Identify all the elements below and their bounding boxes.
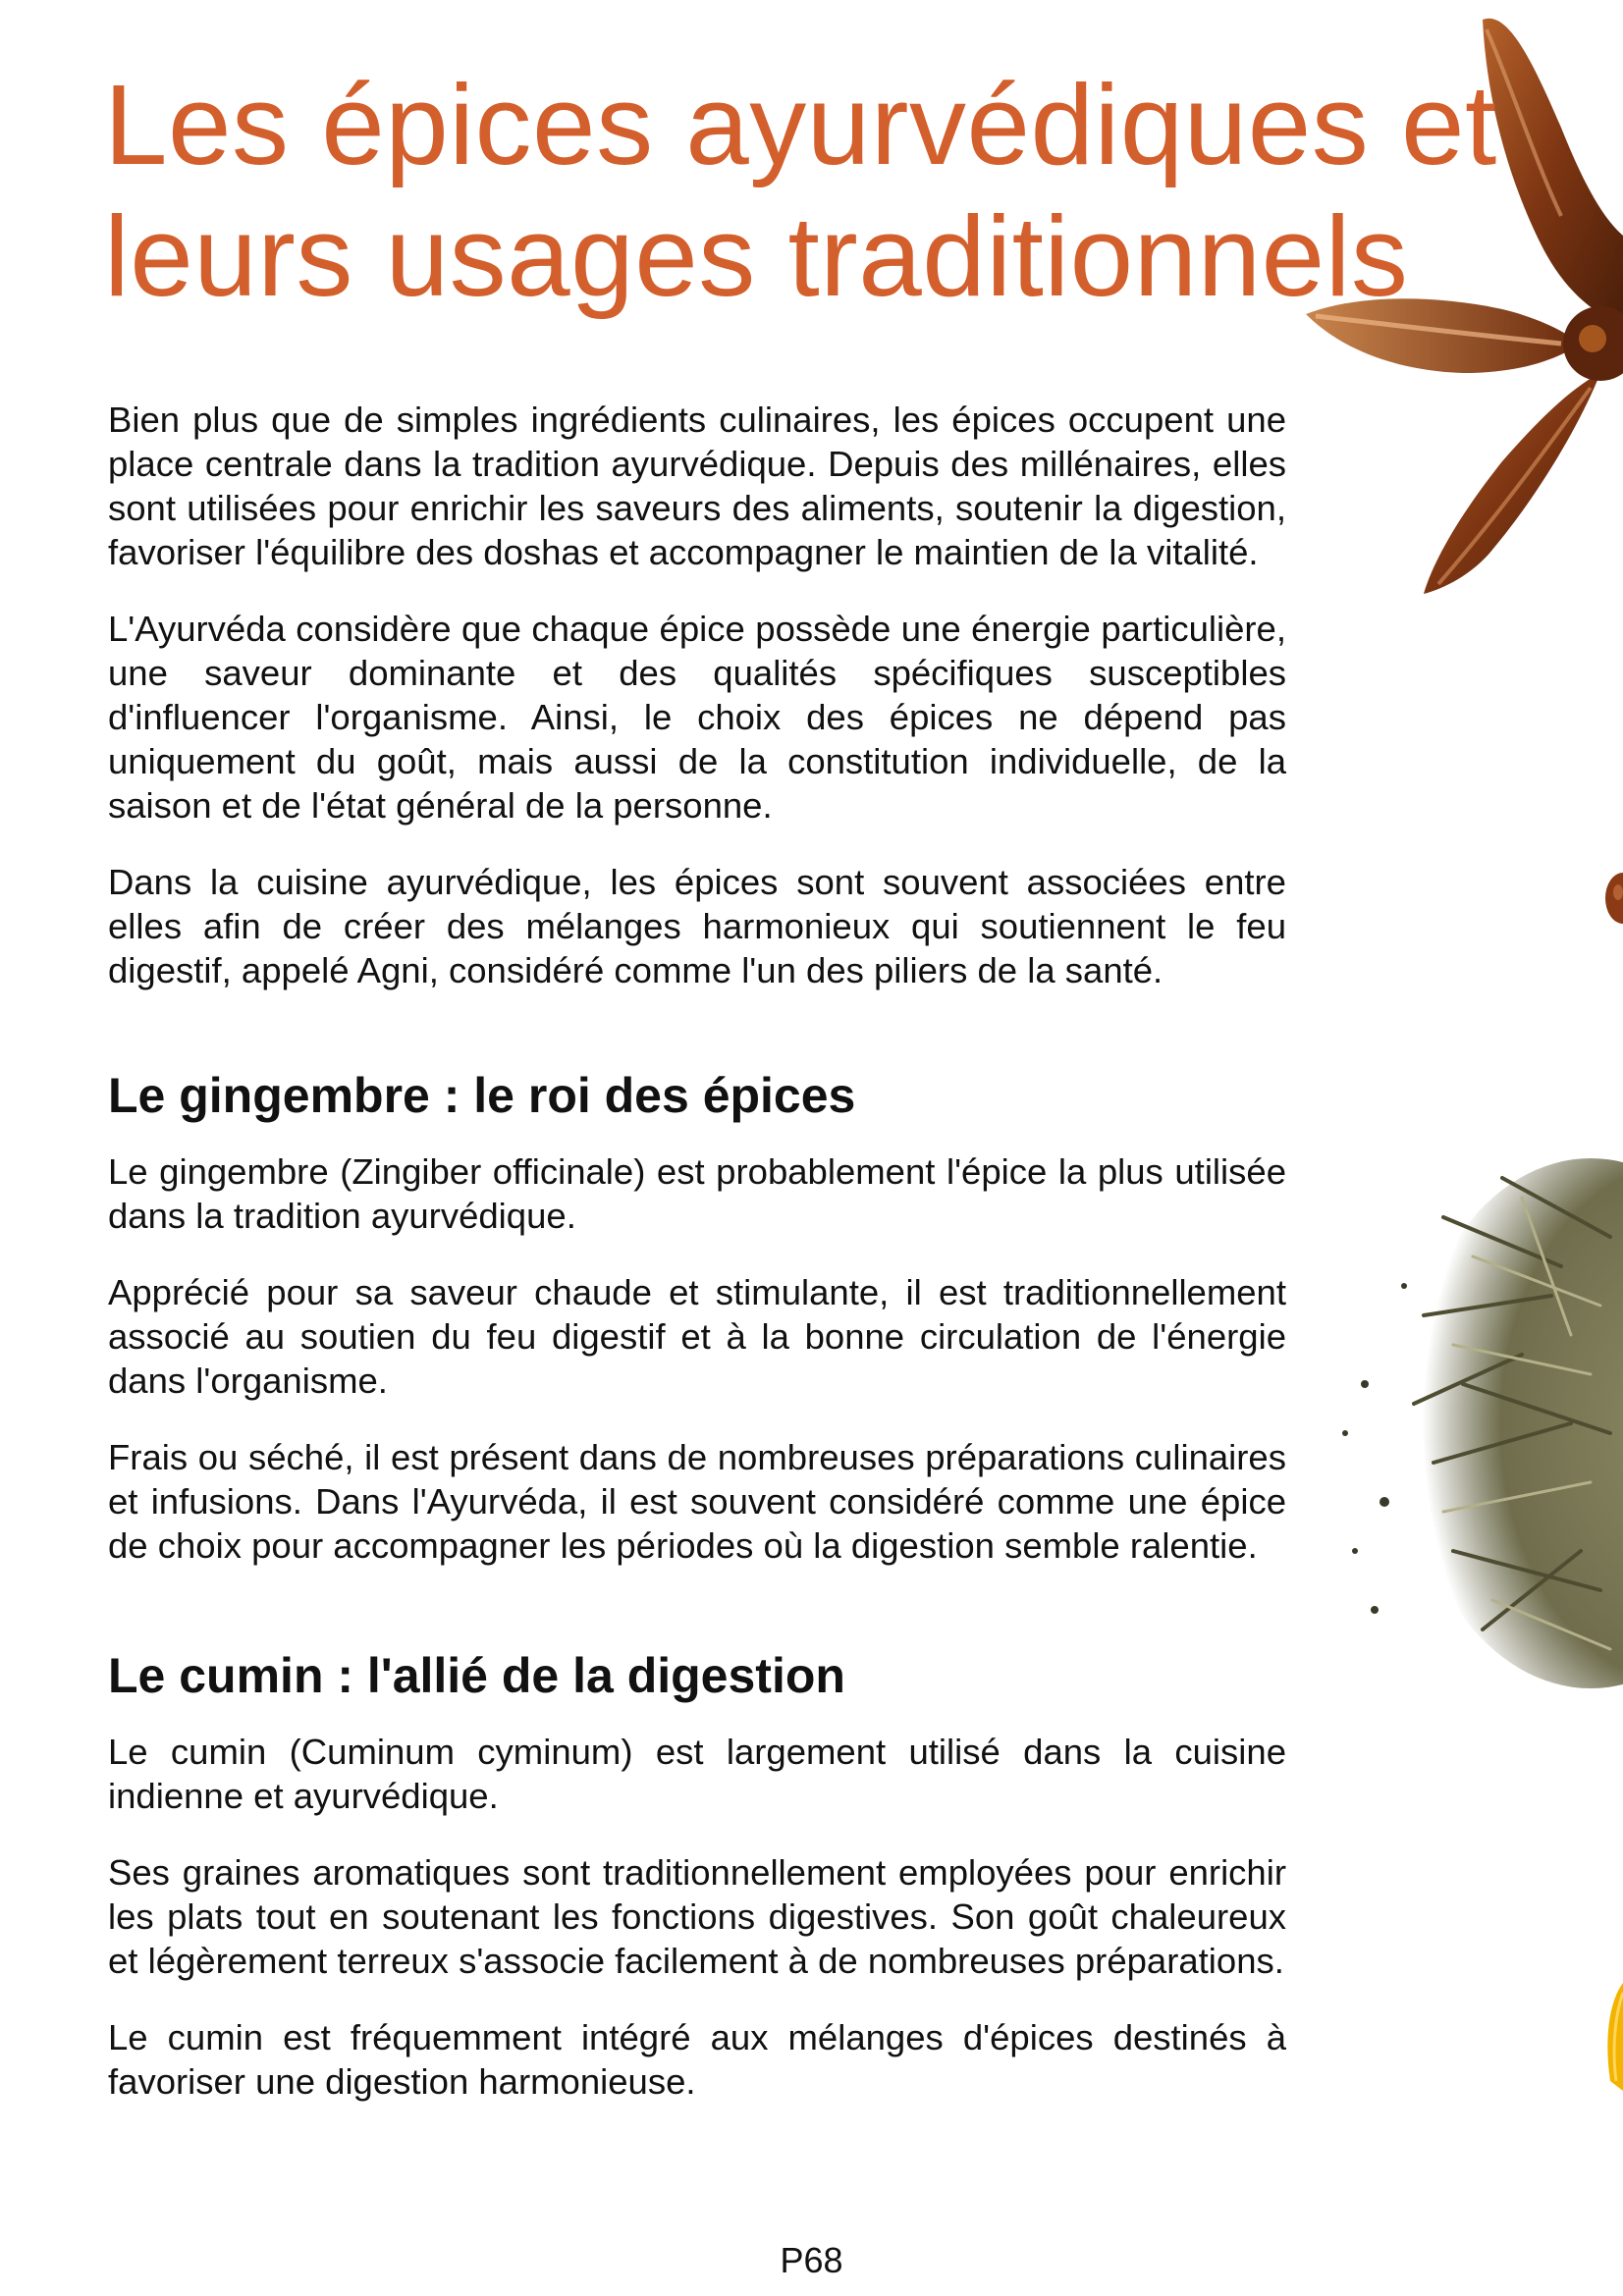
intro-paragraph-3: Dans la cuisine ayurvédique, les épices sont souvent associées entre elles afin de créer des mélanges harmonieux qui soutiennent le feu digestif, appelé Agni, considéré comme l'un des piliers de la santé. bbox=[108, 862, 1286, 990]
cumin-paragraph-3: Le cumin est fréquemment intégré aux mélanges d'épices destinés à favoriser une digestion harmonieuse. bbox=[108, 2017, 1286, 2102]
intro-paragraph-1: Bien plus que de simples ingrédients culinaires, les épices occupent une place centrale dans la tradition ayurvédique. Depuis des millénaires, elles sont utilisées pour enrichir les saveurs des aliments, soutenir la digestion, favoriser l'équilibre des doshas et accompagner le maintien de la vitalité. bbox=[108, 400, 1286, 572]
cumin-paragraph-1: Le cumin (Cuminum cyminum) est largement utilisé dans la cuisine indienne et ayurvédique. bbox=[108, 1732, 1286, 1816]
yellow-flower-image bbox=[1600, 1983, 1623, 2091]
dried-herbs-image bbox=[1325, 1139, 1623, 1708]
main-content bbox=[108, 398, 1286, 2136]
page-number: P68 bbox=[780, 2240, 843, 2280]
section-heading-gingembre: Le gingembre : le roi des épices bbox=[108, 1068, 856, 1123]
gingembre-paragraph-2: Apprécié pour sa saveur chaude et stimulante, il est traditionnellement associé au soutien du feu digestif et à la bonne circulation de l'énergie dans l'organisme. bbox=[108, 1272, 1286, 1401]
peppercorn-image bbox=[1598, 869, 1623, 928]
intro-paragraph-2: L'Ayurvéda considère que chaque épice possède une énergie particulière, une saveur dominante et des qualités spécifiques susceptibles d'influencer l'organisme. Ainsi, le choix des épices ne dépend pas uniquement du goût, mais aussi de la constitution individuelle, de la saison et de l'état général de la personne. bbox=[108, 609, 1286, 826]
gingembre-paragraph-3: Frais ou séché, il est présent dans de nombreuses préparations culinaires et infusions. Dans l'Ayurvéda, il est souvent considéré comme une épice de choix pour accompagner les périodes où la digestion semble ralentie. bbox=[108, 1437, 1286, 1566]
cumin-paragraph-2: Ses graines aromatiques sont traditionnellement employées pour enrichir les plats tout en soutenant les fonctions digestives. Son goût chaleureux et légèrement terreux s'associe facilement à de nombreuses préparations. bbox=[108, 1852, 1286, 1981]
page-title-line-1: Les épices ayurvédiques et bbox=[104, 61, 1497, 188]
page-title bbox=[104, 59, 1497, 322]
gingembre-paragraph-1: Le gingembre (Zingiber officinale) est probablement l'épice la plus utilisée dans la tradition ayurvédique. bbox=[108, 1151, 1286, 1236]
page-title-line-2: leurs usages traditionnels bbox=[104, 192, 1409, 320]
section-heading-cumin: Le cumin : l'allié de la digestion bbox=[108, 1648, 845, 1703]
